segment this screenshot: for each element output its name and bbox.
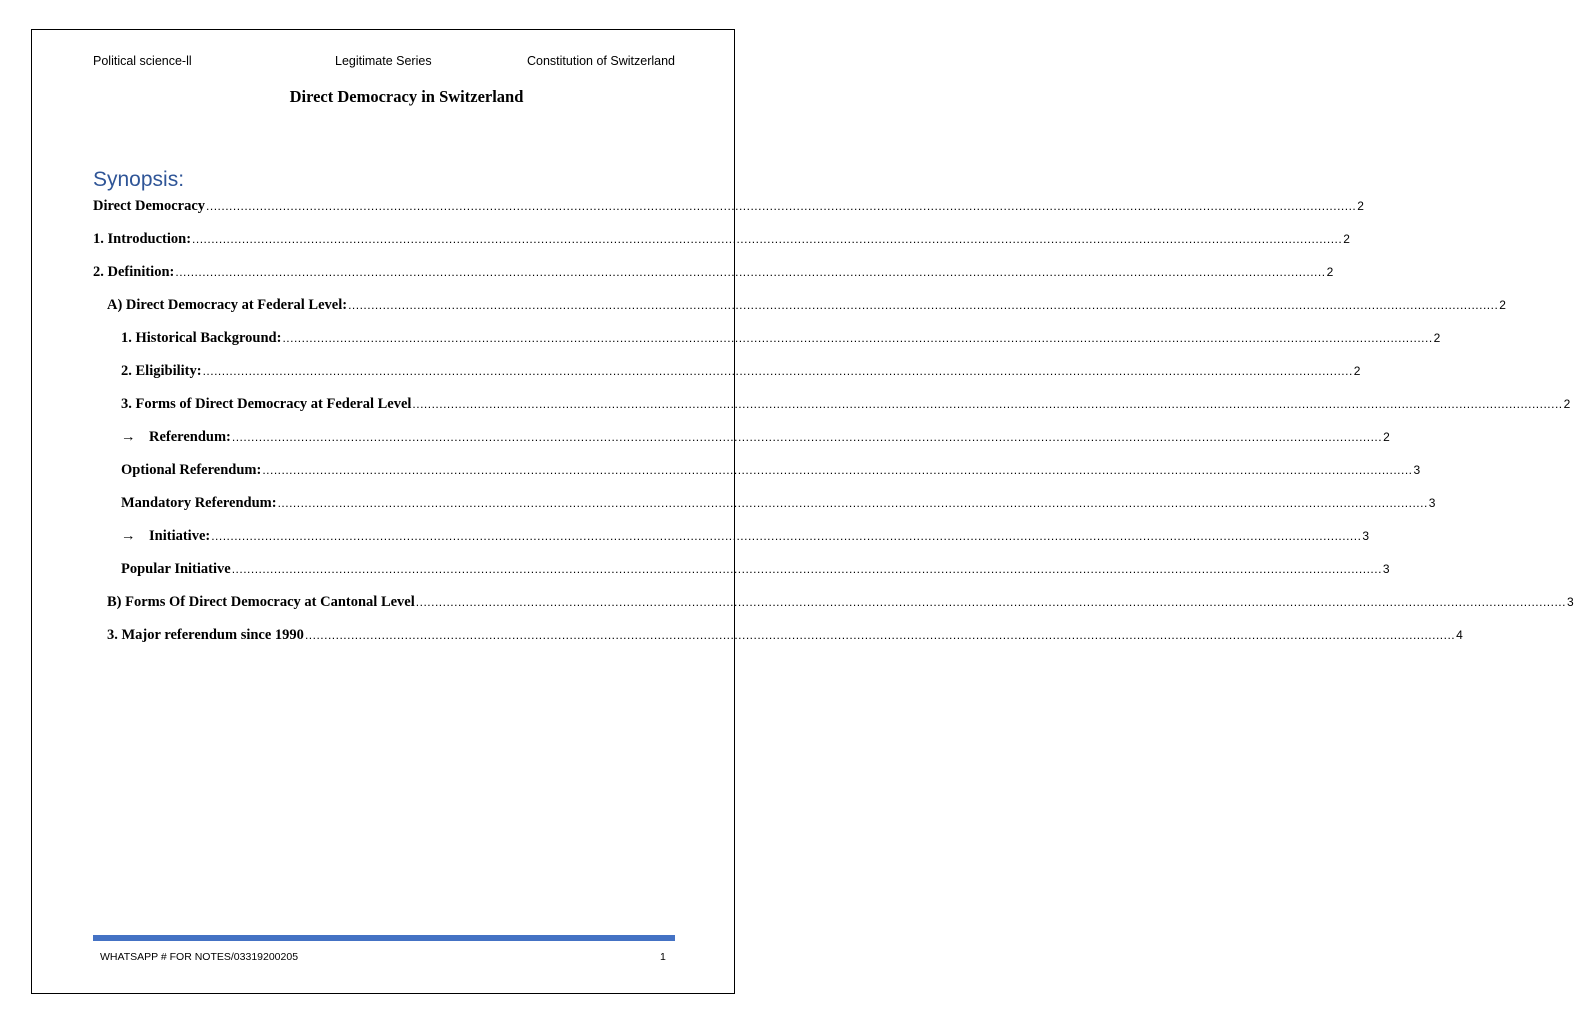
- toc-entry: [93, 263, 1334, 281]
- toc-entry-text: [121, 461, 261, 479]
- toc-leader-dots: ............................................................................................................................................................................................................................................................................................................: [348, 298, 1499, 312]
- header-center: Legitimate Series: [335, 54, 432, 68]
- toc-leader-dots: ............................................................................................................................................................................................................................................................................................................: [202, 364, 1353, 378]
- arrow-icon: →: [121, 429, 136, 445]
- toc-page-number: 2: [1499, 298, 1506, 312]
- toc-entry-label: 3. Major referendum since 1990: [107, 627, 304, 643]
- toc-entry-text: [121, 428, 231, 446]
- toc-entry-text: [93, 230, 191, 248]
- toc-leader-dots: ............................................................................................................................................................................................................................................................................................................: [262, 463, 1413, 477]
- toc-page-number: 3: [1413, 463, 1421, 477]
- synopsis-heading: Synopsis:: [93, 168, 185, 191]
- toc-entry-label: Referendum:: [149, 429, 231, 445]
- toc-page-number: 4: [1456, 628, 1463, 642]
- toc-page-number: 2: [1326, 265, 1334, 279]
- toc-entry-text: [107, 593, 415, 611]
- footer-bar: [93, 935, 675, 941]
- toc-entry-text: [121, 395, 411, 413]
- toc-page-number: 2: [1433, 331, 1441, 345]
- toc-leader-dots: ............................................................................................................................................................................................................................................................................................................: [231, 562, 1382, 576]
- toc-entry: [121, 428, 1390, 446]
- arrow-icon: →: [121, 528, 136, 544]
- toc-entry: [121, 329, 1441, 347]
- toc-entry: [93, 230, 1350, 248]
- toc-entry-label: Mandatory Referendum:: [121, 495, 277, 511]
- toc-entry-label: 3. Forms of Direct Democracy at Federal Level: [121, 396, 412, 412]
- toc-page-number: 2: [1383, 430, 1390, 444]
- toc-page-number: 3: [1566, 595, 1574, 609]
- toc-leader-dots: ............................................................................................................................................................................................................................................................................................................: [206, 199, 1357, 213]
- toc-page-number: 3: [1362, 529, 1370, 543]
- toc-page-number: 3: [1382, 562, 1390, 576]
- footer-contact: WHATSAPP # FOR NOTES/03319200205: [100, 951, 299, 963]
- toc-page-number: 2: [1353, 364, 1361, 378]
- toc-entry-text: [107, 626, 304, 644]
- toc-entry-label: Optional Referendum:: [121, 462, 262, 478]
- toc-entry-label: Initiative:: [149, 528, 211, 544]
- toc-entry-label: 2. Definition:: [93, 264, 175, 280]
- toc-entry: [121, 395, 1571, 413]
- toc-entry-text: [121, 329, 281, 347]
- toc-entry: [121, 494, 1436, 512]
- toc-page-number: 3: [1428, 496, 1436, 510]
- toc-entry-text: [121, 527, 210, 545]
- document-title: Direct Democracy in Switzerland: [289, 87, 524, 106]
- header-left: Political science-ll: [93, 54, 192, 68]
- toc-page-number: 2: [1563, 397, 1571, 411]
- toc-entry: [107, 593, 1574, 611]
- toc-leader-dots: ............................................................................................................................................................................................................................................................................................................: [277, 496, 1428, 510]
- toc-entry: [121, 560, 1390, 578]
- toc-entry-text: [121, 494, 277, 512]
- toc-entry-text: [121, 362, 202, 380]
- toc-entry-label: Direct Democracy: [93, 198, 206, 214]
- toc-entry-label: A) Direct Democracy at Federal Level:: [107, 297, 348, 313]
- toc-page-number: 2: [1343, 232, 1350, 246]
- toc-entry-text: [121, 560, 231, 578]
- toc-entry-text: [93, 197, 205, 215]
- toc-entry-text: [107, 296, 347, 314]
- toc-entry-label: 2. Eligibility:: [121, 363, 202, 379]
- toc-entry: [121, 461, 1421, 479]
- toc-entry-label: 1. Introduction:: [93, 231, 192, 247]
- toc-entry-label: Popular Initiative: [121, 561, 231, 577]
- toc-entry: [121, 527, 1370, 545]
- toc-entry-label: B) Forms Of Direct Democracy at Cantonal Level: [107, 594, 415, 610]
- footer-page-number: 1: [660, 951, 666, 963]
- toc-entry-text: [93, 263, 174, 281]
- toc-leader-dots: ............................................................................................................................................................................................................................................................................................................: [304, 628, 1456, 642]
- toc-entry: [93, 197, 1364, 215]
- toc-entry-label: 1. Historical Background:: [121, 330, 282, 346]
- toc-page-number: 2: [1357, 199, 1364, 213]
- toc-entry: [107, 296, 1506, 314]
- toc-leader-dots: ............................................................................................................................................................................................................................................................................................................: [282, 331, 1433, 345]
- toc-entry: [107, 626, 1463, 644]
- toc-leader-dots: ............................................................................................................................................................................................................................................................................................................: [412, 397, 1563, 411]
- toc-leader-dots: ............................................................................................................................................................................................................................................................................................................: [231, 430, 1383, 444]
- toc-leader-dots: ............................................................................................................................................................................................................................................................................................................: [211, 529, 1362, 543]
- toc-leader-dots: ............................................................................................................................................................................................................................................................................................................: [415, 595, 1566, 609]
- toc-leader-dots: ............................................................................................................................................................................................................................................................................................................: [192, 232, 1343, 246]
- toc-leader-dots: ............................................................................................................................................................................................................................................................................................................: [175, 265, 1326, 279]
- toc-entry: [121, 362, 1361, 380]
- header-right: Constitution of Switzerland: [527, 54, 675, 68]
